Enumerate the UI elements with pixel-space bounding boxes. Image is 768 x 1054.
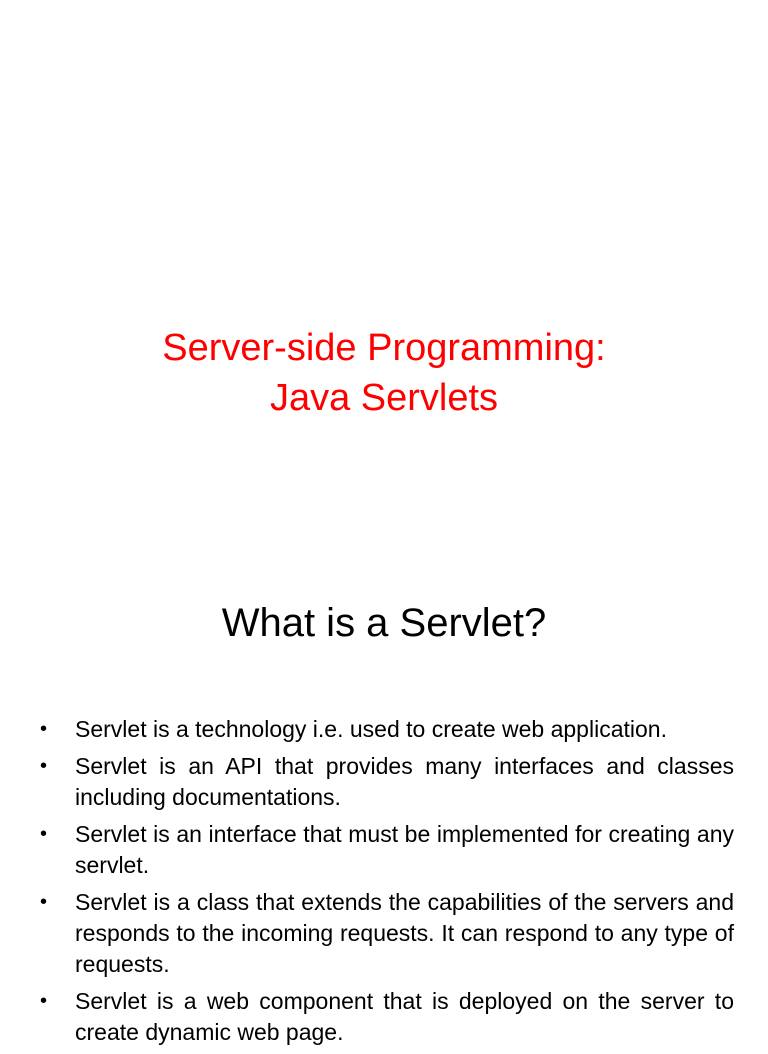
bullet-icon: • bbox=[40, 891, 48, 913]
bullet-text: Servlet is an API that provides many interfaces and classes including documentations. bbox=[75, 753, 734, 810]
slide-title: What is a Servlet? bbox=[221, 601, 547, 645]
title-line-1: Server-side Programming: bbox=[162, 327, 606, 369]
bullet-text: Servlet is a web component that is deployed on the server to create dynamic web page. bbox=[75, 988, 734, 1045]
bullet-icon: • bbox=[40, 990, 48, 1012]
bullet-item-2 bbox=[40, 751, 734, 813]
title-line-2: Java Servlets bbox=[269, 377, 499, 419]
bullet-item-4 bbox=[40, 887, 734, 980]
bullet-icon: • bbox=[40, 755, 48, 777]
bullet-text: Servlet is an interface that must be implemented for creating any servlet. bbox=[75, 821, 734, 878]
bullet-item-3 bbox=[40, 819, 734, 881]
bullet-text: Servlet is a technology i.e. used to create web application. bbox=[75, 716, 667, 742]
bullet-list bbox=[40, 714, 734, 1054]
bullet-icon: • bbox=[40, 718, 48, 740]
content-slide bbox=[0, 576, 768, 1045]
presentation-title bbox=[0, 323, 768, 423]
bullet-item-5 bbox=[40, 986, 734, 1048]
bullet-item-1 bbox=[40, 714, 734, 745]
bullet-icon: • bbox=[40, 823, 48, 845]
bullet-text: Servlet is a class that extends the capabilities of the servers and responds to the incoming requests. It can respond to any type of requests. bbox=[75, 889, 734, 977]
